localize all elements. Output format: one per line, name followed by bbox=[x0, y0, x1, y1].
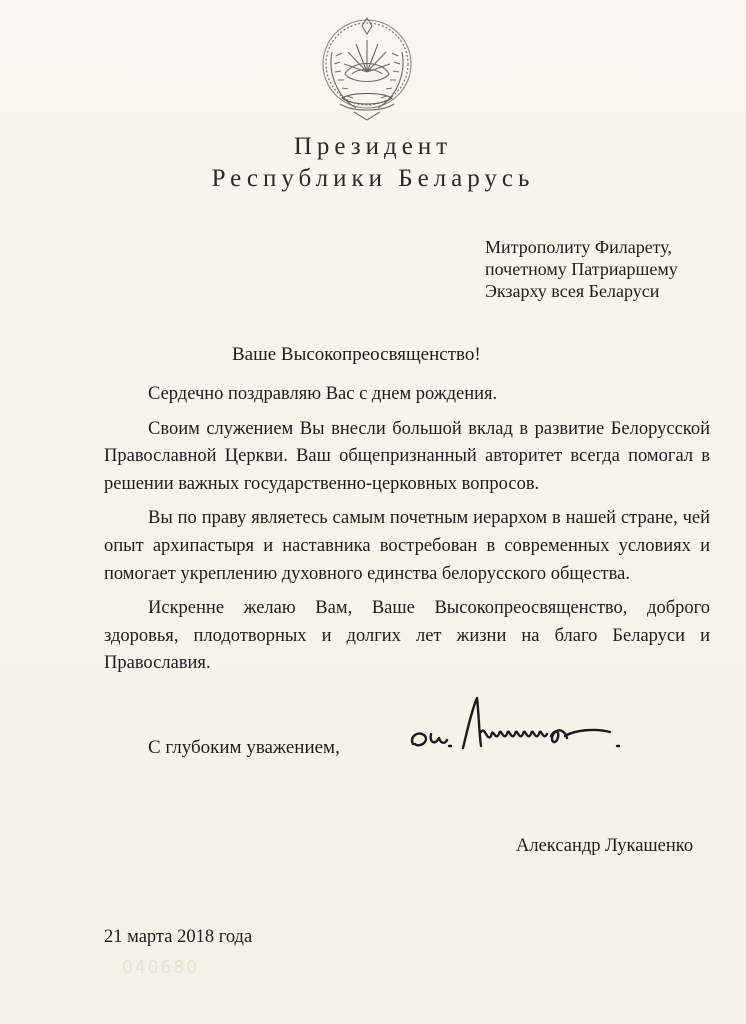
addressee-line-3: Экзарху всея Беларуси bbox=[485, 281, 660, 301]
addressee-line-2: почетному Патриаршему bbox=[485, 259, 678, 279]
letter-body bbox=[104, 381, 710, 685]
paragraph: Искренне желаю Вам, Ваше Высокопреосвященство, доброго здоровья, плодотворных и долгих лет жизни на благо Беларуси и Православия. bbox=[104, 598, 710, 674]
closing-phrase: С глубоким уважением, bbox=[148, 737, 340, 758]
signer-name: Александр Лукашенко bbox=[516, 836, 694, 856]
belarus-state-emblem-icon bbox=[312, 12, 422, 126]
addressee-line-1: Митрополиту Филарету, bbox=[485, 237, 673, 257]
paragraph: Своим служением Вы внесли большой вклад в развитие Белорусской Православной Церкви. Ваш общепризнанный авторитет всегда помогал в решении важных государственно-церковных вопросов. bbox=[104, 418, 710, 494]
serial-number: 040680 bbox=[122, 957, 200, 978]
letter-date: 21 марта 2018 года bbox=[104, 927, 253, 947]
paragraph: Вы по праву являетесь самым почетным иерархом в нашей стране, чей опыт архипастыря и наставника востребован в современных условиях и помогает укреплению духовного единства белорусского общества. bbox=[104, 508, 710, 584]
salutation: Ваше Высокопреосвященство! bbox=[232, 344, 481, 365]
handwritten-signature-icon bbox=[405, 692, 635, 764]
title-line-2: Республики Беларусь bbox=[211, 165, 535, 192]
paragraph: Сердечно поздравляю Вас с днем рождения. bbox=[148, 384, 498, 404]
addressee-block bbox=[485, 236, 678, 302]
title-line-1: Президент bbox=[293, 133, 453, 160]
